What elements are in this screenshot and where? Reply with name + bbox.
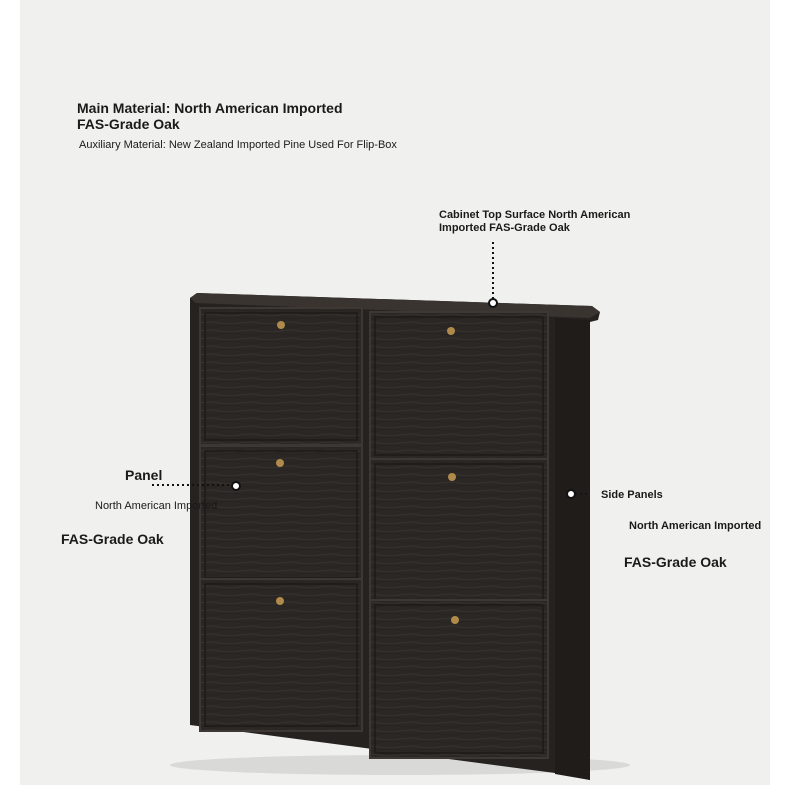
handle-knob [277,321,285,329]
main-material-line2: FAS-Grade Oak [77,116,180,132]
top-surface-line2: Imported FAS-Grade Oak [439,222,570,234]
top-surface-line1: Cabinet Top Surface North American [439,209,631,221]
panel-origin: North American Imported [95,500,218,512]
side-panels-title: Side Panels [601,489,663,501]
door-right-1 [370,312,548,460]
panel-grade: FAS-Grade Oak [61,531,164,547]
callout-dot-top [489,299,497,307]
door-right-2 [370,459,548,607]
auxiliary-material-label: Auxiliary Material: New Zealand Imported Pine Used For Flip-Box [79,139,397,151]
panel-title: Panel [125,467,163,483]
handle-knob [276,459,284,467]
side-panels-origin: North American Imported [629,520,762,532]
handle-knob [447,327,455,335]
callout-dot-panel [232,482,240,490]
handle-knob [451,616,459,624]
side-panel [555,318,590,780]
main-material-line1: Main Material: North American Imported [77,100,343,116]
main-material-label [77,100,343,132]
callout-dot-side [567,490,575,498]
door-right-3 [370,600,548,758]
top-surface-label [439,209,630,235]
handle-knob [276,597,284,605]
side-panels-grade: FAS-Grade Oak [624,554,727,570]
handle-knob [448,473,456,481]
